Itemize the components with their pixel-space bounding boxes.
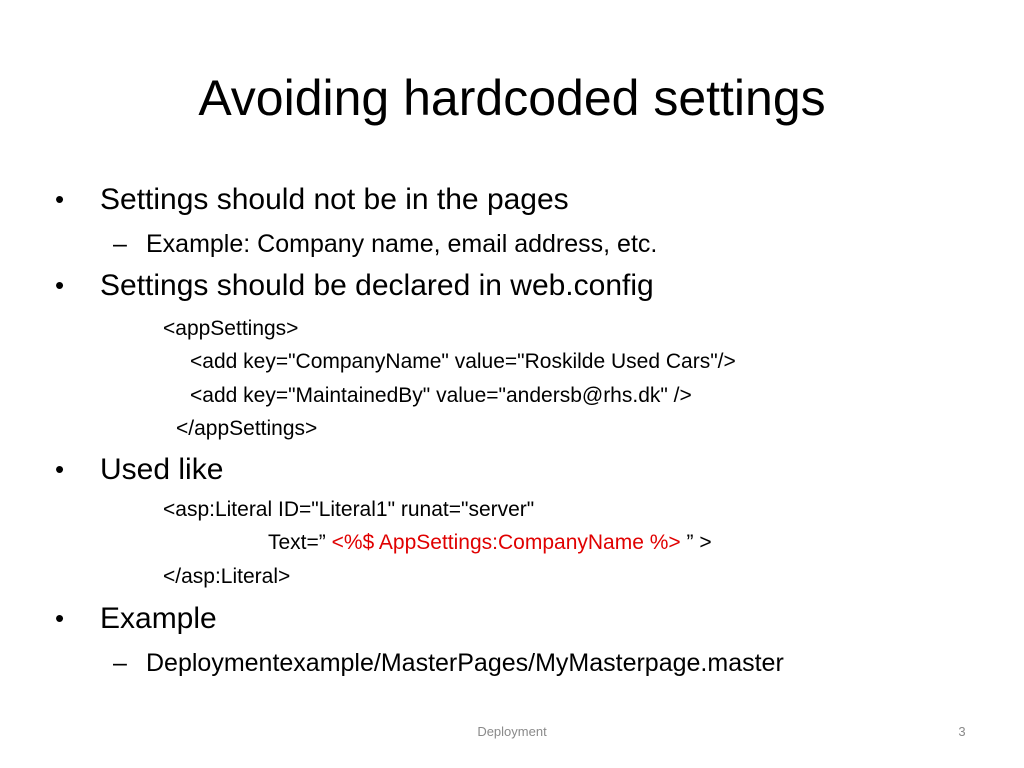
footer-title: Deployment bbox=[477, 724, 547, 739]
code-line: <asp:Literal ID="Literal1" runat="server" bbox=[163, 498, 535, 521]
code-line: <add key="CompanyName" value="Roskilde Used Cars"/> bbox=[190, 350, 736, 373]
code-highlight-expression: <%$ AppSettings:CompanyName %> bbox=[331, 531, 681, 554]
code-line: </appSettings> bbox=[176, 417, 318, 440]
bullet-used-like: Used like bbox=[100, 453, 224, 486]
slide-number: 3 bbox=[958, 724, 966, 739]
sub-example-path: Deploymentexample/MasterPages/MyMasterpage.master bbox=[146, 649, 784, 677]
sub-example-company-name: Example: Company name, email address, etc. bbox=[146, 230, 658, 258]
code-line-text-attribute bbox=[268, 530, 712, 556]
code-line: </asp:Literal> bbox=[163, 565, 291, 588]
bullet-example: Example bbox=[100, 602, 217, 635]
code-line: <appSettings> bbox=[163, 317, 299, 340]
code-line: <add key="MaintainedBy" value="andersb@rhs.dk" /> bbox=[190, 384, 692, 407]
bullet-settings-not-in-pages: Settings should not be in the pages bbox=[100, 183, 569, 216]
slide-title: Avoiding hardcoded settings bbox=[198, 70, 826, 126]
dash-icon: – bbox=[113, 649, 127, 677]
dash-icon: – bbox=[113, 230, 127, 258]
bullet-declared-in-webconfig: Settings should be declared in web.config bbox=[100, 269, 654, 302]
bullet-icon: • bbox=[55, 184, 65, 214]
bullet-icon: • bbox=[55, 603, 65, 633]
bullet-icon: • bbox=[55, 454, 65, 484]
code-text-suffix: ” > bbox=[686, 531, 712, 554]
code-text-prefix: Text=” bbox=[268, 531, 326, 554]
bullet-icon: • bbox=[55, 270, 65, 300]
